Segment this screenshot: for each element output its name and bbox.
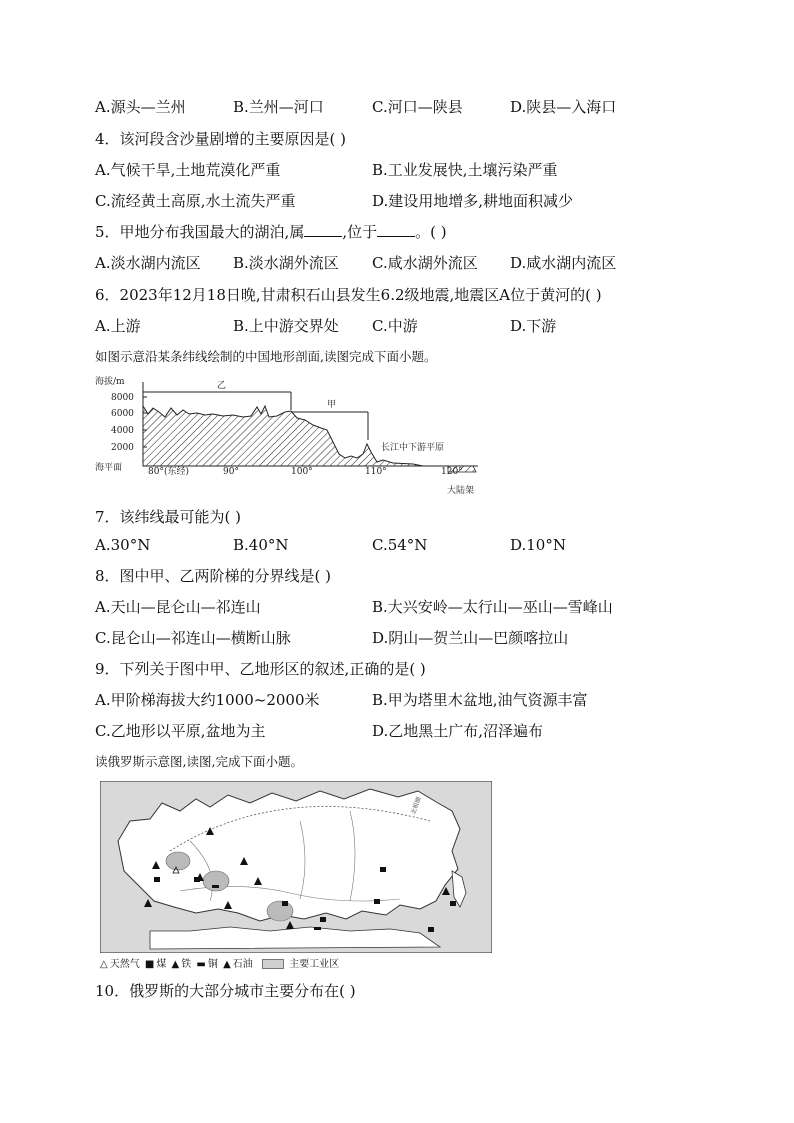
q4-option-d: D.建设用地增多,耕地面积减少 xyxy=(372,192,574,210)
y-tick-6000: 6000 xyxy=(111,409,134,419)
q4-option-c: C.流经黄土高原,水土流失严重 xyxy=(95,192,296,210)
shelf-label: 大陆架 xyxy=(447,486,475,496)
legend-industrial-label: 主要工业区 xyxy=(289,959,340,970)
q6-option-d: D.下游 xyxy=(510,317,557,335)
q6-stem: 6．2023年12月18日晚,甘肃积石山县发生6.2级地震,地震区A位于黄河的( ) xyxy=(95,286,602,304)
coal-icon xyxy=(320,917,326,922)
copper-icon xyxy=(212,885,219,888)
q5-option-b: B.淡水湖外流区 xyxy=(233,254,339,272)
q6-option-b: B.上中游交界处 xyxy=(233,317,339,335)
sea-level-label: 海平面 xyxy=(95,463,123,473)
legend-oil-icon: ▲ xyxy=(223,959,231,970)
y-tick-2000: 2000 xyxy=(111,443,134,453)
legend-gas-label: 天然气 xyxy=(109,959,140,970)
region-yi-label: 乙 xyxy=(217,381,227,391)
terrain-profile-area xyxy=(143,406,423,466)
q5-stem-part-a: 5．甲地分布我国最大的湖泊,属 xyxy=(95,223,305,241)
x-tick-120: 120° xyxy=(441,467,463,477)
q5-stem xyxy=(95,221,447,242)
russia-map-figure xyxy=(100,781,492,953)
x-tick-100: 100° xyxy=(291,467,313,477)
q4-option-b: B.工业发展快,土壤污染严重 xyxy=(372,161,558,179)
q7-stem: 7．该纬线最可能为( ) xyxy=(95,508,242,526)
q8-option-c: C.昆仑山—祁连山—横断山脉 xyxy=(95,629,291,647)
q3-option-d: D.陕县—入海口 xyxy=(510,98,617,116)
coal-icon xyxy=(282,901,288,906)
industrial-zone xyxy=(267,901,293,921)
q9-option-b: B.甲为塔里木盆地,油气资源丰富 xyxy=(372,691,588,709)
q3-option-c: C.河口—陕县 xyxy=(372,98,463,116)
legend-iron-icon: ▲ xyxy=(171,959,180,970)
q5-option-a: A.淡水湖内流区 xyxy=(95,254,201,272)
legend-copper-label: 铜 xyxy=(207,959,218,970)
intro-profile: 如图示意沿某条纬线绘制的中国地形剖面,读图完成下面小题。 xyxy=(95,349,437,364)
q7-option-b: B.40°N xyxy=(233,536,289,554)
q5-option-d: D.咸水湖内流区 xyxy=(510,254,617,272)
q10-stem: 10．俄罗斯的大部分城市主要分布在( ) xyxy=(95,982,356,1000)
legend-coal-label: 煤 xyxy=(156,959,167,970)
q3-option-b: B.兰州—河口 xyxy=(233,98,324,116)
q8-option-b: B.大兴安岭—太行山—巫山—雪峰山 xyxy=(372,598,613,616)
q9-stem: 9．下列关于图中甲、乙地形区的叙述,正确的是( ) xyxy=(95,660,426,678)
map-legend xyxy=(100,955,341,970)
southern-land xyxy=(150,927,440,949)
coal-icon xyxy=(450,901,456,906)
coal-icon xyxy=(374,899,380,904)
x-tick-110: 110° xyxy=(365,467,387,477)
y-tick-8000: 8000 xyxy=(111,393,134,403)
legend-coal-icon: ■ xyxy=(144,959,155,970)
answer-blank xyxy=(377,223,415,237)
y-axis-label: 海拔/m xyxy=(95,377,125,387)
intro-russia-map: 读俄罗斯示意图,读图,完成下面小题。 xyxy=(95,754,303,769)
copper-icon xyxy=(314,927,321,930)
coal-icon xyxy=(194,877,200,882)
legend-industrial-swatch xyxy=(262,959,284,969)
coal-icon xyxy=(154,877,160,882)
legend-iron-label: 铁 xyxy=(181,959,192,970)
q7-option-d: D.10°N xyxy=(510,536,566,554)
q3-option-a: A.源头—兰州 xyxy=(95,98,186,116)
q8-option-a: A.天山—昆仑山—祁连山 xyxy=(95,598,261,616)
q9-option-a: A.甲阶梯海拔大约1000~2000米 xyxy=(95,691,320,709)
q5-option-c: C.咸水湖外流区 xyxy=(372,254,478,272)
q9-option-d: D.乙地黑土广布,沼泽遍布 xyxy=(372,722,544,740)
y-tick-4000: 4000 xyxy=(111,426,134,436)
q9-option-c: C.乙地形以平原,盆地为主 xyxy=(95,722,266,740)
q7-option-a: A.30°N xyxy=(95,536,151,554)
legend-oil-label: 石油 xyxy=(232,959,253,970)
q6-option-c: C.中游 xyxy=(372,317,418,335)
region-jia-label: 甲 xyxy=(327,400,337,410)
x-tick-80: 80°(东经) xyxy=(148,467,189,477)
q8-stem: 8．图中甲、乙两阶梯的分界线是( ) xyxy=(95,567,332,585)
legend-gas-icon: △ xyxy=(100,959,108,970)
q5-stem-part-c: 。( ) xyxy=(415,223,447,241)
q6-option-a: A.上游 xyxy=(95,317,141,335)
plain-label: 长江中下游平原 xyxy=(381,443,445,453)
coal-icon xyxy=(428,927,434,932)
coal-icon xyxy=(380,867,386,872)
q4-stem: 4．该河段含沙量剧增的主要原因是( ) xyxy=(95,130,347,148)
industrial-zone xyxy=(166,852,190,870)
q8-option-d: D.阴山—贺兰山—巴颜喀拉山 xyxy=(372,629,569,647)
q4-option-a: A.气候干旱,土地荒漠化严重 xyxy=(95,161,281,179)
arctic-circle-label: 北极圈 xyxy=(409,796,423,816)
q7-option-c: C.54°N xyxy=(372,536,428,554)
terrain-profile-figure xyxy=(93,370,493,500)
x-tick-90: 90° xyxy=(223,467,239,477)
q5-stem-part-b: ,位于 xyxy=(342,223,378,241)
legend-copper-icon: ▬ xyxy=(196,959,206,970)
answer-blank xyxy=(304,223,342,237)
